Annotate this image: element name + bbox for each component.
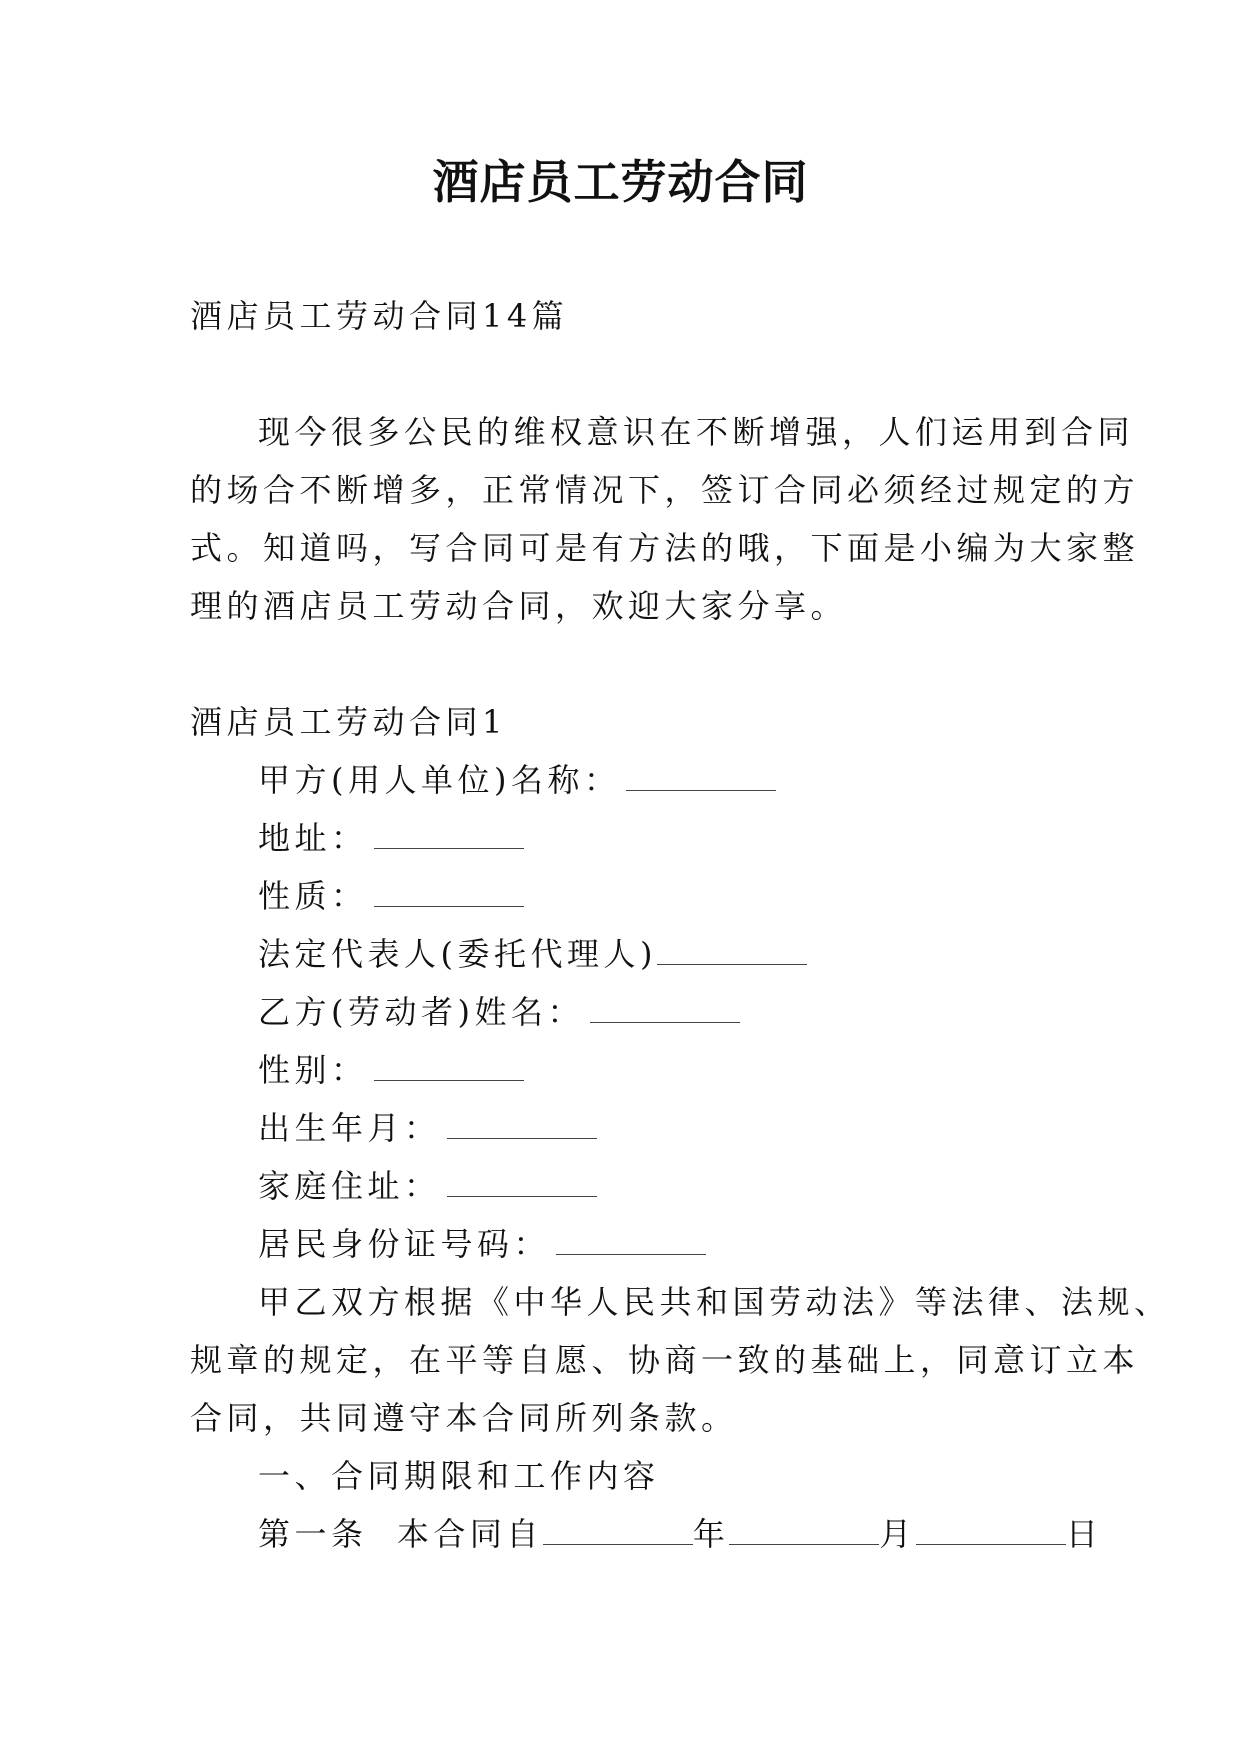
field-address [190,809,1050,867]
fill-blank[interactable] [374,884,524,907]
chapter-heading: 一、合同期限和工作内容 [258,1457,660,1495]
section-heading: 酒店员工劳动合同1 [190,703,507,741]
field-label: 性别： [258,1051,368,1089]
fill-blank[interactable] [590,1000,740,1023]
document-body [190,287,1171,1563]
fill-blank[interactable] [657,942,807,965]
field-label: 居民身份证号码： [258,1225,551,1263]
month-blank[interactable] [729,1522,879,1545]
fill-blank[interactable] [626,768,776,791]
field-label: 出生年月： [258,1109,441,1147]
month-label: 月 [879,1515,916,1553]
intro-line-2: 的场合不断增多，正常情况下，签订合同必须经过规定的方 [190,471,1140,509]
field-birth [190,1099,1050,1157]
field-label: 甲方(用人单位)名称： [258,761,621,799]
year-blank[interactable] [543,1522,693,1545]
field-label: 性质： [258,877,368,915]
day-label: 日 [1065,1515,1103,1553]
fill-blank[interactable] [447,1174,597,1197]
document-subtitle: 酒店员工劳动合同14篇 [190,297,569,335]
field-home-address [190,1157,1050,1215]
field-party-b-name [190,983,1050,1041]
article-prefix: 第一条 本合同自 [258,1515,543,1553]
agreement-line-3: 合同，共同遵守本合同所列条款。 [190,1399,738,1437]
field-party-a-name [190,751,1050,809]
spacer [190,345,1050,403]
document-title: 酒店员工劳动合同 [432,155,809,209]
day-blank[interactable] [916,1522,1066,1545]
field-nature [190,867,1050,925]
intro-line-3: 式。知道吗，写合同可是有方法的哦，下面是小编为大家整 [190,529,1140,567]
intro-line-4: 理的酒店员工劳动合同，欢迎大家分享。 [190,587,848,625]
article-one-line [190,1505,1103,1563]
agreement-line-1: 甲乙双方根据《中华人民共和国劳动法》等法律、法规、 [258,1283,1171,1321]
intro-line-1: 现今很多公民的维权意识在不断增强，人们运用到合同 [258,413,1135,451]
fill-blank[interactable] [374,1058,524,1081]
field-label: 地址： [258,819,368,857]
field-label: 家庭住址： [258,1167,441,1205]
year-label: 年 [692,1515,730,1553]
field-legal-rep [190,925,1050,983]
spacer [190,635,1050,693]
field-label: 法定代表人(委托代理人) [258,935,657,973]
fill-blank[interactable] [374,826,524,849]
field-label: 乙方(劳动者)姓名： [258,993,584,1031]
fill-blank[interactable] [447,1116,597,1139]
field-gender [190,1041,1050,1099]
agreement-line-2: 规章的规定，在平等自愿、协商一致的基础上，同意订立本 [190,1341,1140,1379]
fill-blank[interactable] [556,1232,706,1255]
field-id-number [190,1215,1050,1273]
